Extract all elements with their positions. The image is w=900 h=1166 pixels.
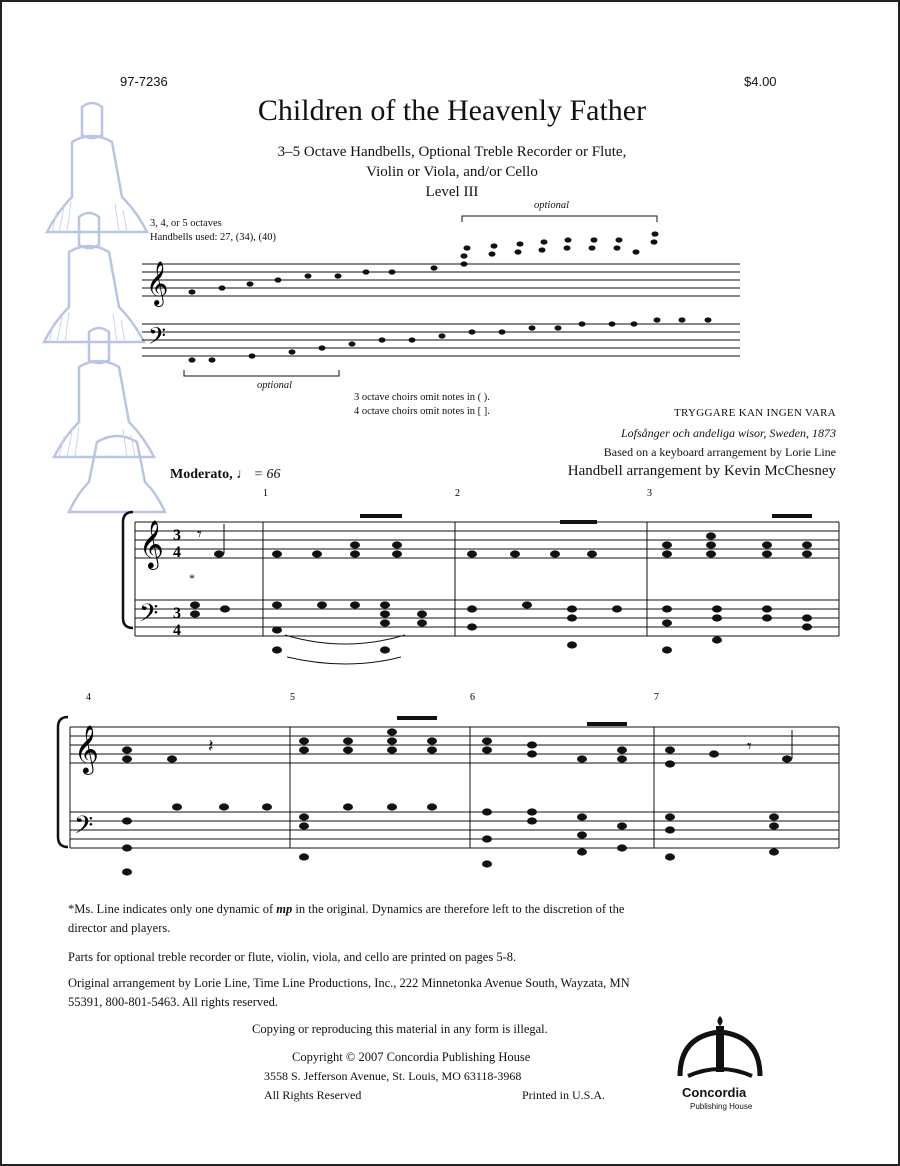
system1-bass-time-bottom: 4 bbox=[173, 622, 181, 639]
omit-3-octave-note: 3 octave choirs omit notes in ( ). bbox=[354, 392, 490, 403]
svg-text:𝄾: 𝄾 bbox=[747, 736, 752, 756]
system1-brace bbox=[123, 512, 133, 628]
printed-in: Printed in U.S.A. bbox=[522, 1088, 606, 1102]
measure-number-4: 4 bbox=[86, 692, 91, 703]
music-system-1 bbox=[117, 480, 842, 665]
measure-number-1: 1 bbox=[263, 488, 268, 499]
copying-warning: Copying or reproducing this material in any form is illegal. bbox=[252, 1022, 548, 1036]
rights-reserved: All Rights Reserved bbox=[264, 1088, 362, 1102]
svg-text:𝄾: 𝄾 bbox=[197, 524, 202, 544]
system1-treble-clef-icon: 𝄞 bbox=[139, 522, 164, 568]
range-bass-clef-icon: 𝄢 bbox=[148, 324, 167, 355]
tune-name: TRYGGARE KAN INGEN VARA bbox=[673, 407, 836, 419]
range-treble-staff bbox=[142, 264, 740, 296]
catalog-number: 97-7236 bbox=[120, 74, 168, 89]
system1-treble-staff bbox=[135, 522, 839, 558]
tempo-value: = 66 bbox=[253, 467, 281, 482]
concordia-logo-icon bbox=[670, 1014, 770, 1086]
system1-bass-time-top: 3 bbox=[173, 605, 181, 622]
original-line-a: Original arrangement by Lorie Line, Time Line Productions, Inc., 222 Minnetonka Avenue South, Wayzata, MN bbox=[68, 976, 630, 990]
price: $4.00 bbox=[744, 74, 777, 89]
tempo-text: Moderato, bbox=[170, 467, 233, 482]
address-line: 3558 S. Jefferson Avenue, St. Louis, MO 63118-3968 bbox=[264, 1069, 522, 1083]
system2-bass-clef-icon: 𝄢 bbox=[74, 812, 94, 845]
parts-note: Parts for optional treble recorder or flute, violin, viola, and cello are printed on pages 5-8. bbox=[68, 950, 517, 964]
footnote-text-a: *Ms. Line indicates only one dynamic of bbox=[68, 902, 274, 916]
system1-treble-time-top: 3 bbox=[173, 527, 181, 544]
svg-text:𝄽: 𝄽 bbox=[208, 736, 214, 756]
arranger-credit: Handbell arrangement by Kevin McChesney bbox=[567, 463, 836, 479]
system2-treble-notes bbox=[122, 716, 792, 768]
measure-number-7: 7 bbox=[654, 692, 659, 703]
system1-treble-time-bottom: 4 bbox=[173, 544, 181, 561]
handbell-range-chart bbox=[142, 202, 742, 392]
publisher-name: Concordia bbox=[682, 1085, 747, 1100]
subtitle-line-1: 3–5 Octave Handbells, Optional Treble Recorder or Flute, bbox=[277, 144, 627, 160]
original-line-b: 55391, 800-801-5463. All rights reserved. bbox=[68, 995, 279, 1009]
footnote-text-c: director and players. bbox=[68, 921, 171, 935]
range-bass-staff bbox=[142, 324, 740, 356]
optional-label-lower: optional bbox=[257, 380, 293, 391]
system1-barlines bbox=[135, 522, 839, 636]
subtitle-line-2: Violin or Viola, and/or Cello bbox=[366, 164, 538, 180]
publisher-subname: Publishing House bbox=[690, 1102, 753, 1111]
copyright-line: Copyright © 2007 Concordia Publishing House bbox=[292, 1050, 531, 1064]
system2-bass-staff bbox=[70, 812, 839, 848]
optional-label-upper: optional bbox=[534, 200, 570, 211]
footnote-text-b: in the original. Dynamics are therefore left to the discretion of the bbox=[295, 902, 625, 916]
measure-number-5: 5 bbox=[290, 692, 295, 703]
system2-brace bbox=[58, 717, 68, 847]
page-title: Children of the Heavenly Father bbox=[257, 94, 647, 127]
music-system-2 bbox=[42, 692, 842, 892]
based-on-credit: Based on a keyboard arrangement by Lorie Line bbox=[603, 445, 836, 459]
dynamic-asterisk: * bbox=[189, 571, 195, 585]
system1-bass-clef-icon: 𝄢 bbox=[139, 600, 159, 633]
octaves-note: 3, 4, or 5 octaves bbox=[150, 218, 222, 229]
system1-bass-staff bbox=[135, 600, 839, 636]
system2-treble-staff bbox=[70, 727, 839, 763]
measure-number-2: 2 bbox=[455, 488, 460, 499]
footnote-dynamic: mp bbox=[276, 902, 293, 916]
handbells-used-note: Handbells used: 27, (34), (40) bbox=[150, 232, 276, 243]
original-arrangement-note bbox=[68, 974, 838, 1012]
system2-treble-clef-icon: 𝄞 bbox=[74, 727, 99, 773]
quarter-note-icon: ♩ bbox=[236, 467, 251, 482]
measure-number-3: 3 bbox=[647, 488, 652, 499]
measure-number-6: 6 bbox=[470, 692, 475, 703]
range-treble-notes bbox=[189, 231, 659, 294]
dynamics-footnote bbox=[68, 900, 838, 938]
tune-source: Lofsånger och andeliga wisor, Sweden, 1873 bbox=[621, 426, 836, 440]
omit-4-octave-note: 4 octave choirs omit notes in [ ]. bbox=[354, 406, 490, 417]
range-treble-clef-icon: 𝄞 bbox=[146, 263, 169, 305]
system1-treble-notes bbox=[197, 514, 812, 558]
difficulty-level: Level III bbox=[425, 184, 479, 200]
